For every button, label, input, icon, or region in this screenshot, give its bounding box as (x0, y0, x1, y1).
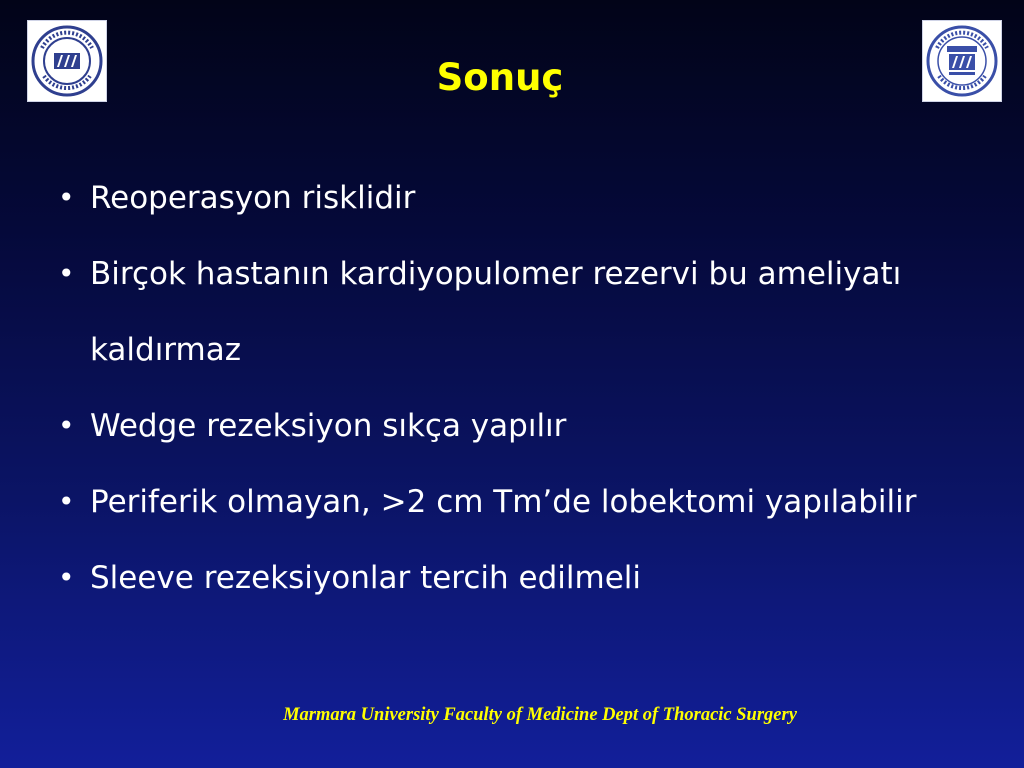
bullet-icon: • (58, 485, 75, 518)
list-item (52, 540, 952, 616)
bullet-text: Birçok hastanın kardiyopulomer rezervi bu ameliyatı kaldırmaz (90, 256, 902, 368)
bullet-icon: • (58, 561, 75, 594)
bullet-icon: • (58, 181, 75, 214)
bullet-text: Periferik olmayan, >2 cm Tm’de lobektomi yapılabilir (90, 484, 917, 520)
list-item (52, 160, 952, 236)
list-item (52, 388, 952, 464)
bullet-list (52, 160, 952, 616)
bullet-icon: • (58, 409, 75, 442)
slide-title: Sonuç (436, 56, 564, 99)
list-item (52, 464, 952, 540)
slide-footer: Marmara University Faculty of Medicine Dept of Thoracic Surgery (283, 705, 797, 725)
bullet-text: Reoperasyon risklidir (90, 180, 416, 216)
bullet-icon: • (58, 257, 75, 290)
list-item (52, 236, 952, 388)
bullet-text: Wedge rezeksiyon sıkça yapılır (90, 408, 567, 444)
bullet-text: Sleeve rezeksiyonlar tercih edilmeli (90, 560, 641, 596)
